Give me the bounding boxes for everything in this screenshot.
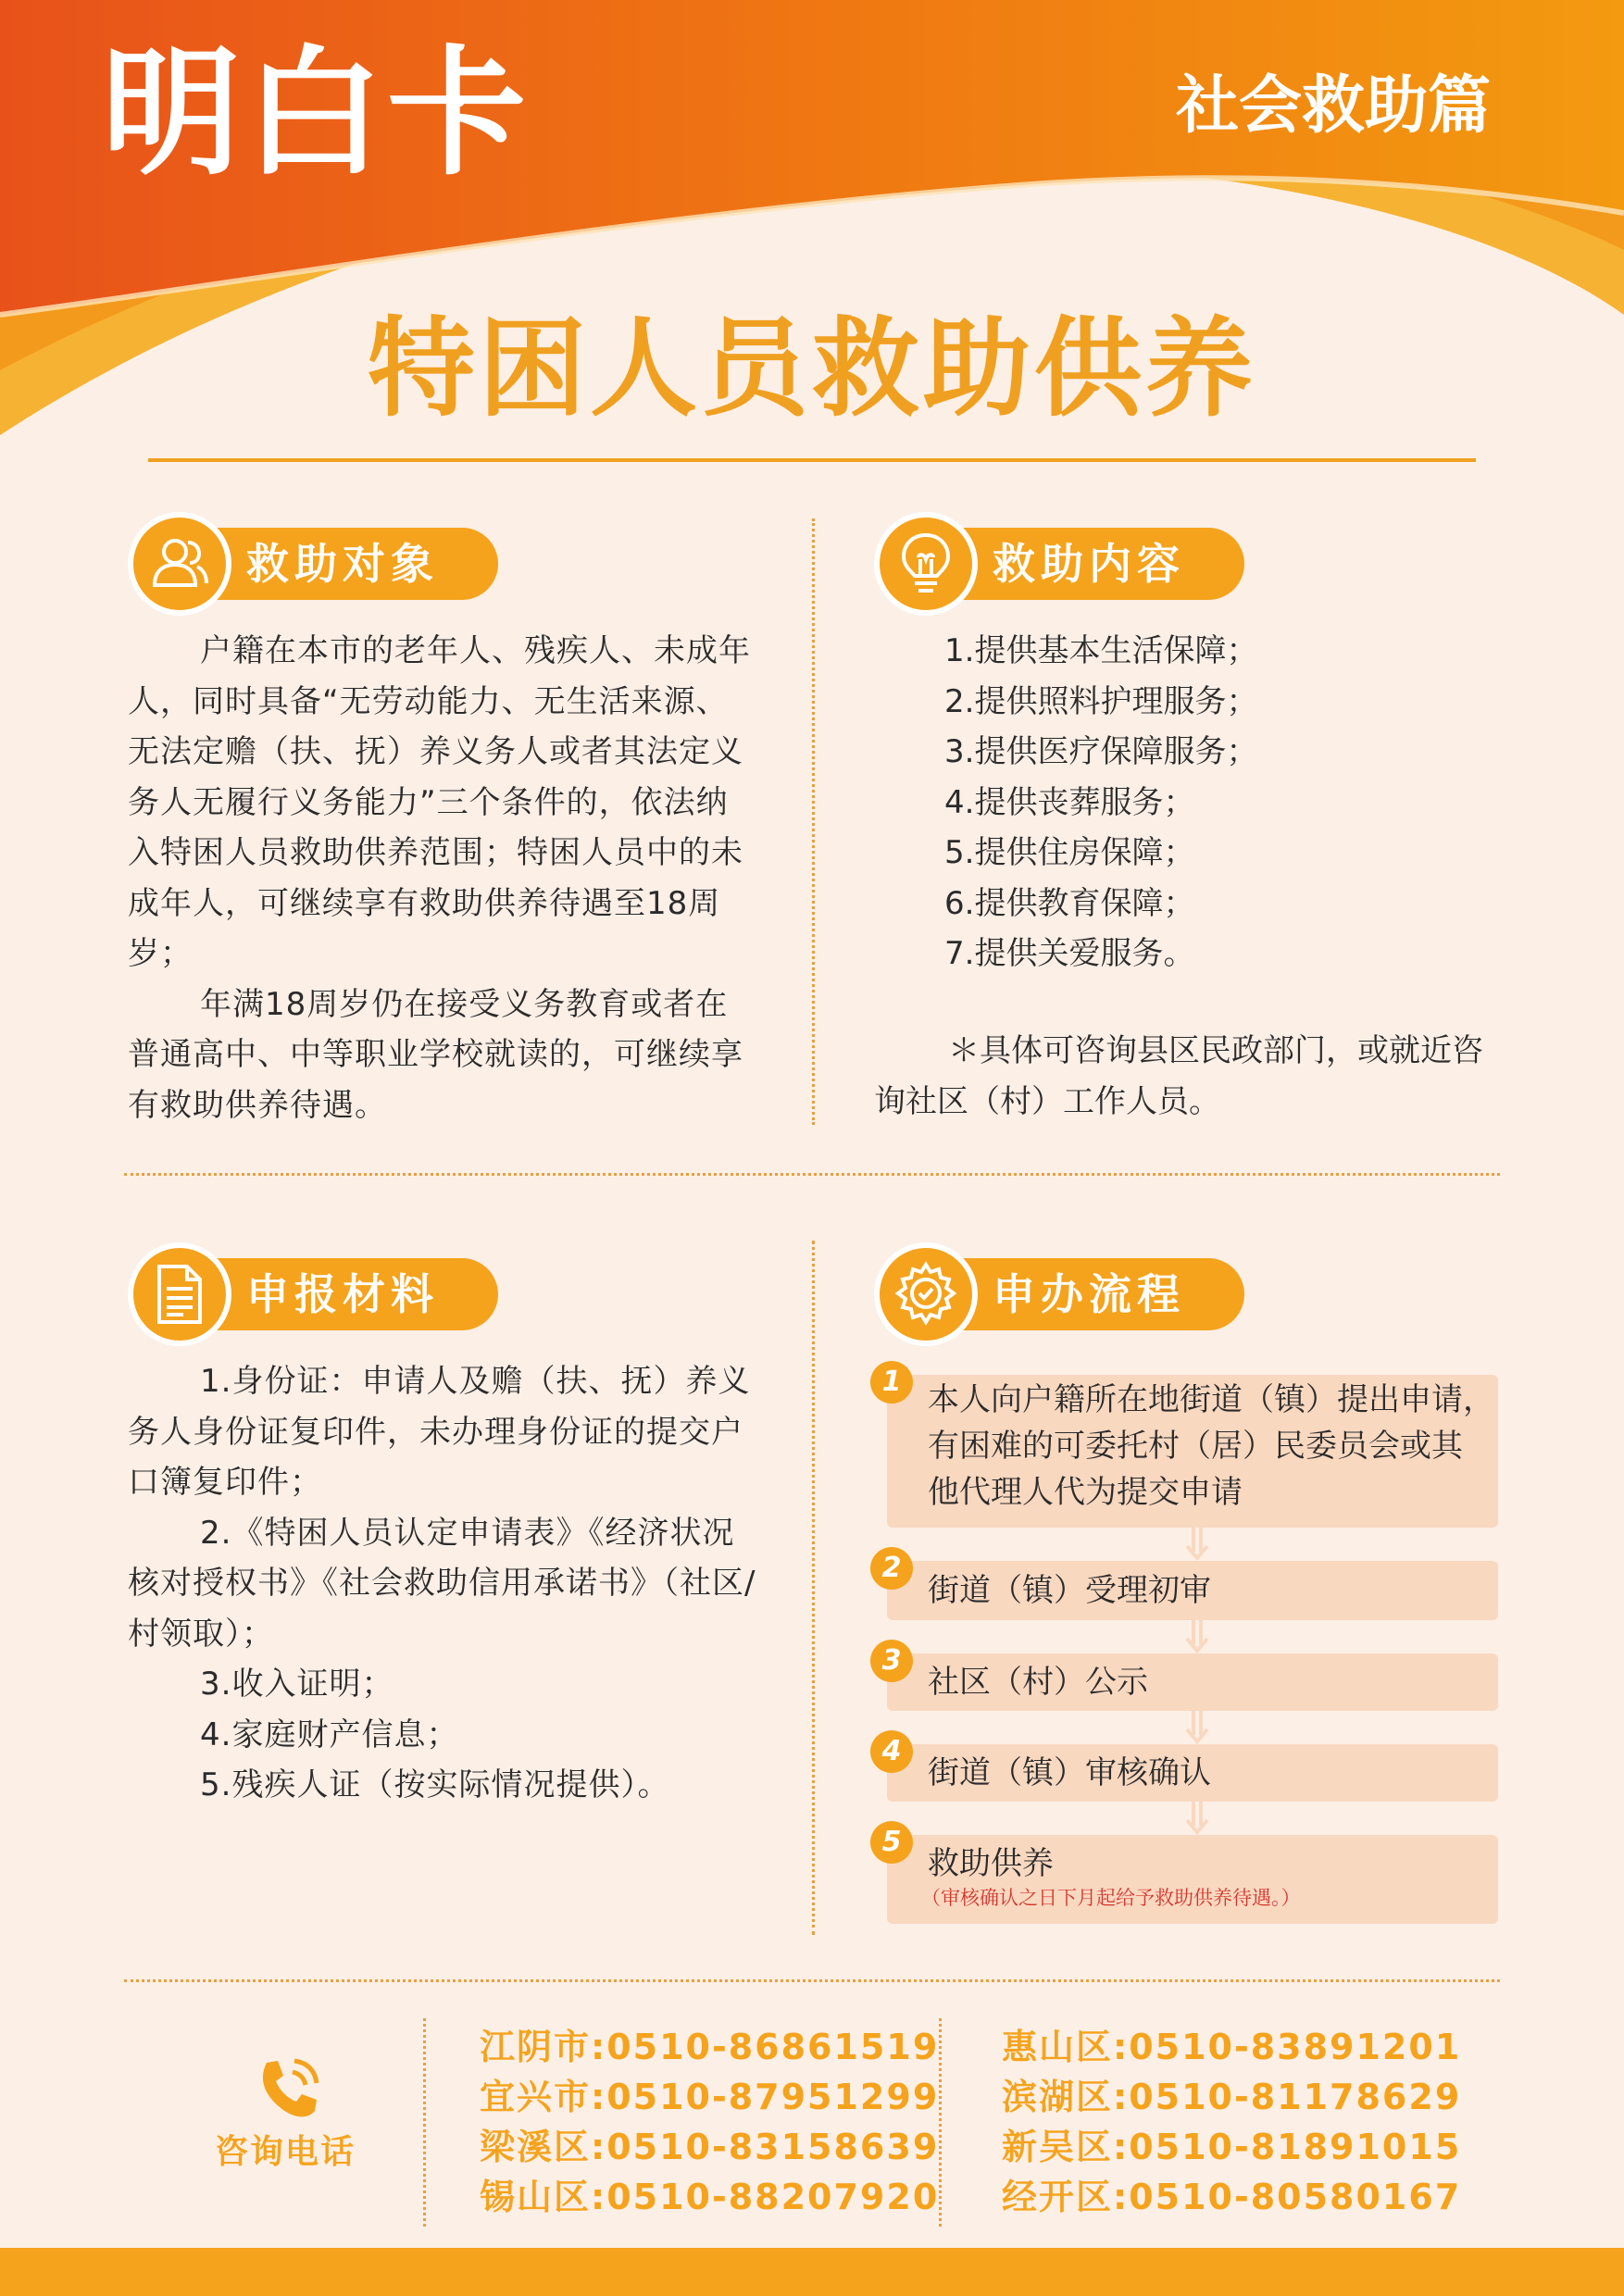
materials-item: 3.收入证明； bbox=[200, 1666, 394, 1703]
flow-step-number: 2 bbox=[870, 1547, 913, 1590]
vertical-divider-contact-2 bbox=[939, 2018, 942, 2227]
flow-step-line: 有困难的可委托村（居）民委员会或其 bbox=[928, 1428, 1463, 1465]
section-heading-process: 申办流程 bbox=[993, 1269, 1185, 1319]
content-item: 2.提供照料护理服务； bbox=[944, 682, 1258, 720]
section-heading-target: 救助对象 bbox=[246, 539, 439, 589]
content-item: 5.提供住房保障； bbox=[944, 834, 1195, 871]
flow-step-line: 本人向户籍所在地街道（镇）提出申请， bbox=[928, 1381, 1494, 1418]
flow-step-text-5: 救助供养 bbox=[928, 1845, 1054, 1882]
content-item: 7.提供关爱服务。 bbox=[944, 935, 1195, 972]
section-heading-content: 救助内容 bbox=[993, 539, 1185, 589]
vertical-divider-contact-1 bbox=[423, 2018, 426, 2227]
people-icon bbox=[128, 512, 231, 616]
section-header-materials bbox=[128, 1235, 507, 1337]
content-item: 1.提供基本生活保障； bbox=[944, 632, 1258, 669]
phone-number: 新吴区:0510-81891015 bbox=[1002, 2127, 1462, 2167]
horizontal-divider-bottom bbox=[124, 1979, 1500, 1982]
phone-number: 锡山区:0510-88207920 bbox=[480, 2177, 940, 2217]
page-title: 特困人员救助供养 bbox=[368, 306, 1256, 431]
flow-arrow-icon bbox=[1183, 1802, 1211, 1835]
section-header-process bbox=[874, 1235, 1254, 1337]
series-title: 社会救助篇 bbox=[1176, 69, 1492, 143]
title-underline bbox=[148, 458, 1476, 462]
vertical-divider-top bbox=[812, 518, 815, 1125]
flow-step-note: （审核确认之日下月起给予救助供养待遇。） bbox=[921, 1887, 1301, 1909]
materials-list bbox=[128, 1356, 757, 1811]
content-item: 6.提供教育保障； bbox=[944, 884, 1195, 922]
content-item: 3.提供医疗保障服务； bbox=[944, 733, 1258, 770]
horizontal-divider-middle bbox=[124, 1173, 1500, 1176]
content-item: 4.提供丧葬服务； bbox=[944, 783, 1195, 821]
flow-arrow-icon bbox=[1183, 1620, 1211, 1653]
section-heading-materials: 申报材料 bbox=[246, 1269, 439, 1319]
lightbulb-icon bbox=[874, 512, 978, 616]
flow-step-number: 4 bbox=[870, 1730, 913, 1773]
flow-step-text-1 bbox=[928, 1377, 1494, 1516]
target-paragraph-1: 户籍在本市的老年人、残疾人、未成年人，同时具备“无劳动能力、无生活来源、无法定赡（扶、抚）养义务人或者其法定义务人无履行义务能力”三个条件的，依法纳入特困人员救助供养范围；特困人员中的未成年人，可继续享有救助供养待遇至18周岁； bbox=[128, 632, 751, 972]
flow-step-number: 5 bbox=[870, 1821, 913, 1864]
phone-number: 江阴市:0510-86861519 bbox=[480, 2027, 940, 2067]
document-icon bbox=[128, 1242, 231, 1346]
flow-arrow-icon bbox=[1183, 1711, 1211, 1744]
flow-step-number: 1 bbox=[870, 1361, 913, 1404]
materials-item: 4.家庭财产信息； bbox=[200, 1716, 459, 1753]
flow-arrow-icon bbox=[1183, 1528, 1211, 1561]
flow-step-text-2: 街道（镇）受理初审 bbox=[928, 1572, 1211, 1609]
materials-item: 2.《特困人员认定申请表》《经济状况核对授权书》《社会救助信用承诺书》（社区/村领取）； bbox=[128, 1514, 756, 1653]
phone-number: 惠山区:0510-83891201 bbox=[1002, 2027, 1462, 2067]
section-header-target bbox=[128, 505, 507, 606]
flow-step-number: 3 bbox=[870, 1640, 913, 1682]
phone-number: 梁溪区:0510-83158639 bbox=[480, 2127, 940, 2167]
flow-step-text-3: 社区（村）公示 bbox=[928, 1664, 1148, 1701]
phone-number: 宜兴市:0510-87951299 bbox=[480, 2077, 940, 2117]
contact-label: 咨询电话 bbox=[215, 2133, 356, 2171]
materials-item: 1.身份证：申请人及赡（扶、抚）养义务人身份证复印件，未办理身份证的提交户口簿复印件； bbox=[128, 1363, 751, 1501]
materials-item: 5.残疾人证（按实际情况提供）。 bbox=[200, 1766, 670, 1803]
target-paragraph-2: 年满18周岁仍在接受义务教育或者在普通高中、中等职业学校就读的，可继续享有救助供养待遇。 bbox=[128, 985, 743, 1124]
target-body bbox=[128, 626, 757, 1130]
flow-step-text-4: 街道（镇）审核确认 bbox=[928, 1754, 1211, 1791]
vertical-divider-bottom bbox=[812, 1241, 815, 1935]
phone-number: 滨湖区:0510-81178629 bbox=[1002, 2077, 1462, 2117]
footer-bar bbox=[0, 2248, 1624, 2296]
phone-number: 经开区:0510-80580167 bbox=[1002, 2177, 1462, 2217]
section-header-content bbox=[874, 505, 1254, 606]
content-list bbox=[944, 626, 1500, 980]
flow-step-line: 他代理人代为提交申请 bbox=[928, 1474, 1243, 1511]
content-note: ＊具体可咨询县区民政部门，或就近咨询社区（村）工作人员。 bbox=[874, 1032, 1483, 1120]
phone-icon bbox=[250, 2053, 324, 2131]
gear-check-icon bbox=[874, 1242, 978, 1346]
logo-title: 明白卡 bbox=[102, 33, 531, 194]
